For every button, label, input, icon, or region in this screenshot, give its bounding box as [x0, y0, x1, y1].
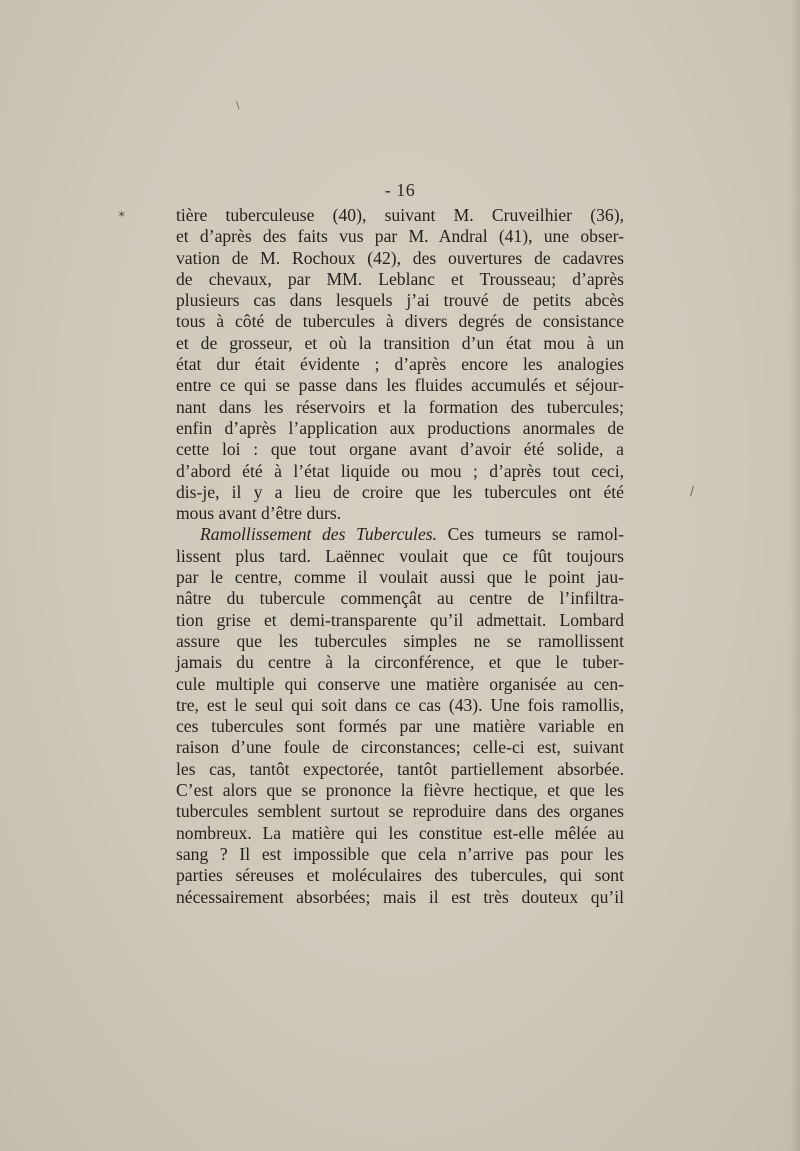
text-line: nâtre du tubercule commençât au centre de l’infiltra- [176, 588, 624, 609]
section-heading: Ramollissement des Tubercules. [200, 524, 438, 545]
text-line: de chevaux, par MM. Leblanc et Trousseau; d’après [176, 268, 624, 289]
text-line: cette loi : que tout organe avant d’avoir été solide, a [176, 439, 624, 460]
text-line: C’est alors que se prononce la fièvre hectique, et que les [176, 780, 624, 801]
text-line: sang ? Il est impossible que cela n’arrive pas pour les [176, 843, 624, 864]
text-line: d’abord été à l’état liquide ou mou ; d’après tout ceci, [176, 460, 624, 481]
text-line: nombreux. La matière qui les constitue est-elle mêlée au [176, 822, 624, 843]
page-number-value: 16 [396, 180, 416, 200]
text-line: raison d’une foule de circonstances; celle-ci est, suivant [176, 737, 624, 758]
text-line: tière tuberculeuse (40), suivant M. Cruveilhier (36), [176, 205, 624, 225]
text-line-with-heading [176, 524, 624, 545]
page-number-dash: - [384, 180, 397, 200]
text-line: mous avant d’être durs. [176, 503, 342, 524]
text-line: parties séreuses et moléculaires des tubercules, qui sont [176, 865, 624, 886]
text-line: nécessairement absorbées; mais il est très douteux qu’il [176, 886, 624, 907]
text-line: entre ce qui se passe dans les fluides accumulés et séjour- [176, 375, 624, 396]
text-line: tion grise et demi-transparente qu’il admettait. Lombard [176, 609, 624, 630]
margin-speck: / [690, 484, 695, 498]
text-line: ces tubercules sont formés par une matière variable en [176, 716, 624, 737]
text-line: et de grosseur, et où la transition d’un état mou à un [176, 332, 624, 353]
text-line: cule multiple qui conserve une matière organisée au cen- [176, 673, 624, 694]
paragraph-softening [176, 524, 624, 907]
text-line: vation de M. Rochoux (42), des ouvertures de cadavres [176, 247, 624, 268]
text-line: dis-je, il y a lieu de croire que les tubercules ont été [176, 481, 624, 502]
text-line: les cas, tantôt expectorée, tantôt partiellement absorbée. [176, 758, 624, 779]
text-line: jamais du centre à la circonférence, et que le tuber- [176, 652, 624, 673]
text-line: plusieurs cas dans lesquels j’ai trouvé de petits abcès [176, 290, 624, 311]
text-line: tous à côté de tubercules à divers degrés de consistance [176, 311, 624, 332]
text-line: état dur était évidente ; d’après encore les analogies [176, 354, 624, 375]
page-edge-shadow [790, 0, 800, 1151]
text-line: tre, est le seul qui soit dans ce cas (43). Une fois ramollis, [176, 694, 624, 715]
margin-speck: \ [236, 100, 240, 111]
text-line: lissent plus tard. Laënnec voulait que ce fût toujours [176, 545, 624, 566]
text-line: enfin d’après l’application aux productions anormales de [176, 417, 624, 438]
text-line: par le centre, comme il voulait aussi que le point jau- [176, 567, 624, 588]
body-text [176, 205, 624, 908]
paragraph-continuation [176, 205, 624, 524]
margin-speck: ✶ [117, 208, 127, 221]
text-line-rest: Ces tumeurs se ramol- [447, 524, 624, 545]
text-line: nant dans les réservoirs et la formation des tubercules; [176, 396, 624, 417]
text-line: tubercules semblent surtout se reproduire dans des organes [176, 801, 624, 822]
page-number [0, 180, 800, 201]
text-line: et d’après des faits vus par M. Andral (41), une obser- [176, 226, 624, 247]
text-line: assure que les tubercules simples ne se ramollissent [176, 630, 624, 651]
